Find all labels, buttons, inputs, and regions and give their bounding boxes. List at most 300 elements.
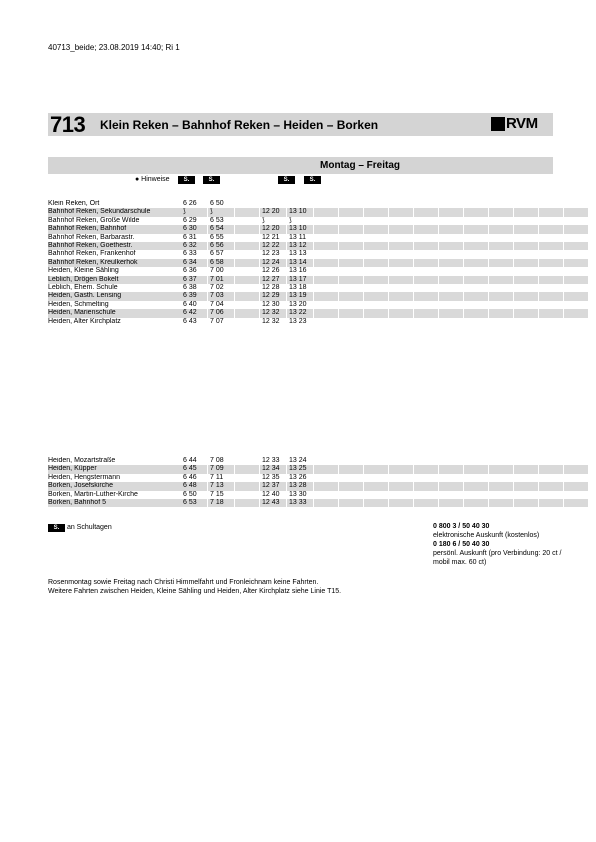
empty-slot [414,200,439,208]
legend-text: an Schultagen [66,524,112,531]
departure-time: 6 56 [208,242,235,250]
timetable-row [48,465,588,473]
departure-time: 12 35 [260,474,287,482]
departure-time: 13 10 [287,225,314,233]
departure-time: ⟆ [260,217,287,225]
departure-time: 12 29 [260,292,287,300]
empty-slot [464,482,489,490]
empty-slot [314,267,339,275]
departure-time: 13 23 [287,318,314,326]
empty-slot [389,259,414,267]
departure-time: 13 25 [287,465,314,473]
empty-slot [414,491,439,499]
departure-time: 12 20 [260,225,287,233]
empty-slot [235,242,260,250]
empty-slot [439,482,464,490]
empty-slot [364,474,389,482]
departure-time: 7 08 [208,457,235,465]
departure-time: 6 42 [181,309,208,317]
empty-slot [489,474,514,482]
empty-slot [389,284,414,292]
stop-name: Heiden, Kleine Sähling [48,267,181,275]
empty-slot [564,276,589,284]
empty-slot [235,301,260,309]
timetable-row [48,309,588,317]
empty-slot [339,276,364,284]
departure-time: 13 22 [287,309,314,317]
empty-slot [314,474,339,482]
empty-slot [235,250,260,258]
empty-slot [339,482,364,490]
empty-slot [314,318,339,326]
empty-slot [489,267,514,275]
departure-time: 7 13 [208,482,235,490]
empty-slot [464,225,489,233]
empty-slot [439,234,464,242]
timetable-row [48,259,588,267]
empty-slot [389,491,414,499]
departure-time: ⟆ [287,217,314,225]
empty-slot [489,250,514,258]
departure-time: 6 38 [181,284,208,292]
departure-time: 7 04 [208,301,235,309]
empty-slot [564,200,589,208]
empty-slot [364,208,389,216]
empty-slot [235,292,260,300]
empty-slot [514,217,539,225]
departure-time: 12 22 [260,242,287,250]
empty-slot [464,200,489,208]
empty-slot [514,482,539,490]
legend-badge: S. [48,524,65,532]
empty-slot [564,482,589,490]
empty-slot [314,465,339,473]
empty-slot [514,234,539,242]
empty-slot [489,465,514,473]
empty-slot [364,200,389,208]
empty-slot [464,465,489,473]
empty-slot [414,242,439,250]
empty-slot [235,465,260,473]
empty-slot [389,465,414,473]
departure-time: 7 01 [208,276,235,284]
school-day-badge: S. [203,176,220,184]
empty-slot [489,499,514,507]
departure-time: 7 07 [208,318,235,326]
empty-slot [539,301,564,309]
stop-name: Bahnhof Reken, Sekundarschule [48,208,181,216]
empty-slot [414,499,439,507]
empty-slot [314,301,339,309]
empty-slot [514,301,539,309]
empty-slot [235,309,260,317]
departure-time: ⟆ [181,208,208,216]
note-line: Rosenmontag sowie Freitag nach Christi Himmelfahrt und Fronleichnam keine Fahrten. [48,579,319,586]
empty-slot [414,318,439,326]
empty-slot [414,259,439,267]
departure-time: 6 53 [181,499,208,507]
empty-slot [564,474,589,482]
empty-slot [464,309,489,317]
empty-slot [364,225,389,233]
empty-slot [339,242,364,250]
empty-slot [414,234,439,242]
empty-slot [489,217,514,225]
empty-slot [389,217,414,225]
empty-slot [339,284,364,292]
departure-time: 12 33 [260,457,287,465]
empty-slot [464,276,489,284]
empty-slot [414,250,439,258]
empty-slot [414,208,439,216]
empty-slot [464,267,489,275]
empty-slot [389,225,414,233]
departure-time [287,200,314,208]
departure-time: 13 28 [287,482,314,490]
departure-time: 6 55 [208,234,235,242]
empty-slot [564,208,589,216]
empty-slot [389,482,414,490]
empty-slot [539,284,564,292]
empty-slot [539,491,564,499]
empty-slot [489,276,514,284]
empty-slot [464,301,489,309]
document-header: 40713_beide; 23.08.2019 14:40; Ri 1 [48,43,180,52]
empty-slot [339,217,364,225]
empty-slot [489,259,514,267]
empty-slot [364,284,389,292]
empty-slot [564,292,589,300]
empty-slot [389,309,414,317]
empty-slot [339,208,364,216]
stop-name: Bahnhof Reken, Goethestr. [48,242,181,250]
day-bar [48,157,553,174]
empty-slot [539,208,564,216]
stop-name: Borken, Bahnhof 5 [48,499,181,507]
phone-personal: 0 180 6 / 50 40 30 [433,541,490,548]
timetable-row [48,301,588,309]
timetable-row [48,200,588,208]
empty-slot [389,292,414,300]
empty-slot [439,225,464,233]
empty-slot [314,499,339,507]
departure-time: 6 30 [181,225,208,233]
empty-slot [539,276,564,284]
empty-slot [414,267,439,275]
departure-time: 12 21 [260,234,287,242]
empty-slot [489,482,514,490]
empty-slot [489,457,514,465]
departure-time: 6 36 [181,267,208,275]
empty-slot [235,259,260,267]
departure-time: 12 28 [260,284,287,292]
departure-time: 6 39 [181,292,208,300]
school-day-badge: S. [278,176,295,184]
departure-time: 6 53 [208,217,235,225]
timetable-row [48,217,588,225]
empty-slot [514,208,539,216]
departure-time: 6 37 [181,276,208,284]
empty-slot [564,250,589,258]
departure-time: 7 06 [208,309,235,317]
empty-slot [539,234,564,242]
empty-slot [414,482,439,490]
empty-slot [564,465,589,473]
departure-time: 6 45 [181,465,208,473]
empty-slot [539,292,564,300]
departure-time: 6 57 [208,250,235,258]
empty-slot [414,292,439,300]
empty-slot [389,267,414,275]
empty-slot [364,292,389,300]
empty-slot [539,200,564,208]
empty-slot [514,465,539,473]
empty-slot [364,267,389,275]
empty-slot [339,225,364,233]
empty-slot [235,234,260,242]
rvm-logo-text: RVM [506,115,538,132]
empty-slot [539,267,564,275]
empty-slot [364,301,389,309]
stop-name: Bahnhof Reken, Kreulkerhok [48,259,181,267]
empty-slot [314,482,339,490]
school-day-badge: S. [178,176,195,184]
empty-slot [439,242,464,250]
empty-slot [514,309,539,317]
empty-slot [489,242,514,250]
timetable-row [48,457,588,465]
departure-time: 12 30 [260,301,287,309]
stop-name: Bahnhof Reken, Barbarastr. [48,234,181,242]
empty-slot [339,200,364,208]
departure-time: 12 32 [260,318,287,326]
empty-slot [389,234,414,242]
empty-slot [439,318,464,326]
empty-slot [489,318,514,326]
departure-time: 7 18 [208,499,235,507]
empty-slot [439,250,464,258]
empty-slot [439,309,464,317]
departure-time: 13 17 [287,276,314,284]
departure-time: 7 09 [208,465,235,473]
legend [48,524,112,532]
empty-slot [339,267,364,275]
empty-slot [564,284,589,292]
empty-slot [364,482,389,490]
timetable-row [48,318,588,326]
empty-slot [339,234,364,242]
empty-slot [464,499,489,507]
empty-slot [364,250,389,258]
empty-slot [489,284,514,292]
departure-time: 12 40 [260,491,287,499]
empty-slot [364,465,389,473]
departure-time: 13 18 [287,284,314,292]
empty-slot [389,208,414,216]
stop-name: Bahnhof Reken, Große Wilde [48,217,181,225]
empty-slot [564,242,589,250]
empty-slot [414,225,439,233]
empty-slot [339,491,364,499]
empty-slot [514,259,539,267]
departure-time: ⟆ [208,208,235,216]
empty-slot [389,250,414,258]
departure-time: 12 34 [260,465,287,473]
empty-slot [464,217,489,225]
empty-slot [439,217,464,225]
empty-slot [439,457,464,465]
empty-slot [364,259,389,267]
departure-time: 6 33 [181,250,208,258]
empty-slot [464,259,489,267]
empty-slot [414,284,439,292]
stop-name: Heiden, Alter Kirchplatz [48,318,181,326]
timetable-top [48,200,588,326]
empty-slot [564,499,589,507]
empty-slot [564,491,589,499]
departure-time: 12 20 [260,208,287,216]
empty-slot [464,250,489,258]
empty-slot [514,499,539,507]
route-number: 713 [50,112,86,137]
empty-slot [514,267,539,275]
empty-slot [389,301,414,309]
timetable-row [48,499,588,507]
empty-slot [439,208,464,216]
empty-slot [339,499,364,507]
empty-slot [314,292,339,300]
empty-slot [314,225,339,233]
departure-time: 13 24 [287,457,314,465]
departure-time: 12 24 [260,259,287,267]
timetable-row [48,225,588,233]
empty-slot [389,318,414,326]
empty-slot [414,309,439,317]
departure-time: 7 11 [208,474,235,482]
empty-slot [489,234,514,242]
empty-slot [314,208,339,216]
empty-slot [314,259,339,267]
timetable-row [48,234,588,242]
empty-slot [364,309,389,317]
empty-slot [439,301,464,309]
empty-slot [235,217,260,225]
empty-slot [414,301,439,309]
empty-slot [439,474,464,482]
empty-slot [314,250,339,258]
empty-slot [489,301,514,309]
departure-time: 6 54 [208,225,235,233]
empty-slot [389,200,414,208]
departure-time: 6 34 [181,259,208,267]
empty-slot [314,200,339,208]
departure-time: 12 32 [260,309,287,317]
empty-slot [514,474,539,482]
empty-slot [564,318,589,326]
departure-time: 13 20 [287,301,314,309]
empty-slot [489,309,514,317]
empty-slot [489,208,514,216]
rvm-logo [491,117,538,133]
empty-slot [564,301,589,309]
empty-slot [414,276,439,284]
empty-slot [514,491,539,499]
empty-slot [564,234,589,242]
empty-slot [235,267,260,275]
empty-slot [514,284,539,292]
timetable-row [48,242,588,250]
empty-slot [564,217,589,225]
departure-time: 13 13 [287,250,314,258]
note-line: Weitere Fahrten zwischen Heiden, Kleine Sähling und Heiden, Alter Kirchplatz siehe Linie T15. [48,588,342,595]
departure-time: 6 29 [181,217,208,225]
school-day-badge: S. [304,176,321,184]
empty-slot [235,284,260,292]
timetable-row [48,474,588,482]
empty-slot [464,208,489,216]
empty-slot [235,499,260,507]
empty-slot [539,457,564,465]
empty-slot [364,276,389,284]
day-label: Montag – Freitag [320,160,401,171]
timetable-row [48,208,588,216]
empty-slot [514,200,539,208]
stop-name: Klein Reken, Ort [48,200,181,208]
empty-slot [539,217,564,225]
departure-time: 6 43 [181,318,208,326]
timetable-row [48,267,588,275]
departure-time: 7 15 [208,491,235,499]
empty-slot [314,284,339,292]
departure-time: 7 00 [208,267,235,275]
empty-slot [414,465,439,473]
empty-slot [339,457,364,465]
empty-slot [564,457,589,465]
timetable-row [48,250,588,258]
route-title: Klein Reken – Bahnhof Reken – Heiden – Borken [100,118,379,132]
empty-slot [314,276,339,284]
empty-slot [539,318,564,326]
empty-slot [314,491,339,499]
stop-name: Heiden, Gasth. Lensing [48,292,181,300]
empty-slot [364,457,389,465]
empty-slot [539,474,564,482]
departure-time: 12 27 [260,276,287,284]
empty-slot [235,225,260,233]
empty-slot [235,491,260,499]
empty-slot [464,318,489,326]
stop-name: Bahnhof Reken, Frankenhof [48,250,181,258]
departure-time: 6 44 [181,457,208,465]
empty-slot [539,259,564,267]
departure-time: 13 12 [287,242,314,250]
empty-slot [235,482,260,490]
empty-slot [464,284,489,292]
stop-name: Borken, Martin-Luther-Kirche [48,491,181,499]
empty-slot [235,457,260,465]
departure-time: 6 50 [208,200,235,208]
empty-slot [389,276,414,284]
empty-slot [439,200,464,208]
empty-slot [489,292,514,300]
hint-label: ● Hinweise [135,176,170,183]
empty-slot [235,200,260,208]
empty-slot [439,465,464,473]
stop-name: Leblich, Drögen Bokelt [48,276,181,284]
empty-slot [314,234,339,242]
empty-slot [389,499,414,507]
empty-slot [364,318,389,326]
